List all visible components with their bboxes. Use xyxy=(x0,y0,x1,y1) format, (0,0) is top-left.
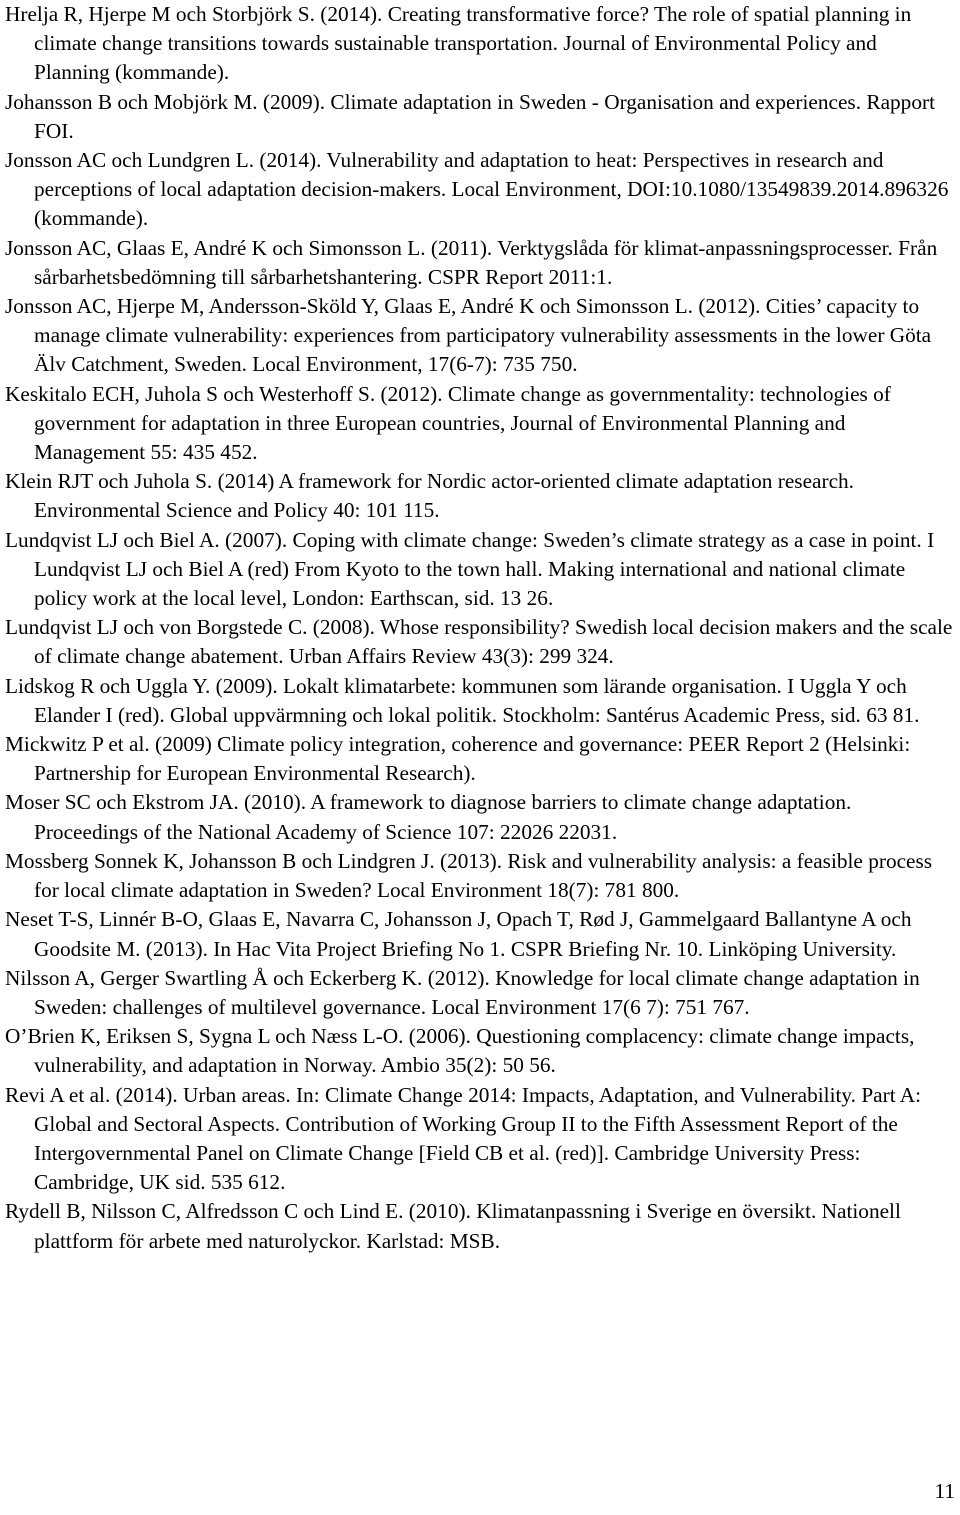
reference-lundqvist-borgstede-2008: Lundqvist LJ och von Borgstede C. (2008). Whose responsibility? Swedish local decision makers and the scale of climate change abatement. Urban Affairs Review 43(3): 299 324. xyxy=(5,615,953,669)
reference-nilsson-2012: Nilsson A, Gerger Swartling Å och Eckerberg K. (2012). Knowledge for local climate change adaptation in Sweden: challenges of multilevel governance. Local Environment 17(6 7): 751 767. xyxy=(5,965,920,1019)
reference-keskitalo-2012: Keskitalo ECH, Juhola S och Westerhoff S. (2012). Climate change as governmentality: technologies of government for adaptation in three European countries, Journal of Environmental Planning and Management 55: 435 452. xyxy=(5,381,891,465)
reference-revi-2014: Revi A et al. (2014). Urban areas. In: Climate Change 2014: Impacts, Adaptation, and Vulnerability. Part A: Global and Sectoral Aspects. Contribution of Working Group II to the Fifth Assessment Report of the Intergovernmental Panel on Climate Change [Field CB et al. (red)]. Cambridge University Press: Cambridge, UK sid. 535 612. xyxy=(5,1082,922,1195)
reference-jonsson-lundgren-2014: Jonsson AC och Lundgren L. (2014). Vulnerability and adaptation to heat: Perspectives in research and perceptions of local adaptation decision-makers. Local Environment, DOI:10.1080/13549839.2014.896326 (kommande). xyxy=(5,148,949,231)
reference-lundqvist-biel-2007: Lundqvist LJ och Biel A. (2007). Coping with climate change: Sweden’s climate strategy as a case in point. I Lundqvist LJ och Biel A (red) From Kyoto to the town hall. Making international and national climate policy work at the local level, London: Earthscan, sid. 13 26. xyxy=(5,527,935,611)
reference-mickwitz-2009: Mickwitz P et al. (2009) Climate policy integration, coherence and governance: PEER Report 2 (Helsinki: Partnership for European Environmental Research). xyxy=(5,732,911,786)
reference-hrelja-2014: Hrelja R, Hjerpe M och Storbjörk S. (2014). Creating transformative force? The role of spatial planning in climate change transitions towards sustainable transportation. Journal of Environmental Policy and Planning (kommande). xyxy=(5,2,912,85)
reference-lidskog-2009: Lidskog R och Uggla Y. (2009). Lokalt klimatarbete: kommunen som lärande organisation. I Uggla Y och Elander I (red). Global uppvärmning och lokal politik. Stockholm: Santérus Academic Press, sid. 63 81. xyxy=(5,673,920,727)
reference-rydell-2010: Rydell B, Nilsson C, Alfredsson C och Lind E. (2010). Klimatanpassning i Sverige en översikt. Nationell plattform för arbete med naturolyckor. Karlstad: MSB. xyxy=(5,1199,901,1253)
reference-moser-2010: Moser SC och Ekstrom JA. (2010). A framework to diagnose barriers to climate change adaptation. Proceedings of the National Academy of Science 107: 22026 22031. xyxy=(5,790,852,844)
reference-jonsson-2012: Jonsson AC, Hjerpe M, Andersson-Sköld Y, Glaas E, André K och Simonsson L. (2012). Cities’ capacity to manage climate vulnerability: experiences from participatory vulnerability assessments in the lower Göta Älv Catchment, Sweden. Local Environment, 17(6-7): 735 750. xyxy=(5,294,932,377)
reference-jonsson-2011: Jonsson AC, Glaas E, André K och Simonsson L. (2011). Verktygslåda för klimat-anpassningsprocesser. Från sårbarhetsbedömning till sårbarhetshantering. CSPR Report 2011:1. xyxy=(5,235,938,289)
reference-mossberg-2013: Mossberg Sonnek K, Johansson B och Lindgren J. (2013). Risk and vulnerability analysis: a feasible process for local climate adaptation in Sweden? Local Environment 18(7): 781 800. xyxy=(5,848,933,903)
reference-neset-2013: Neset T-S, Linnér B-O, Glaas E, Navarra C, Johansson J, Opach T, Rød J, Gammelgaard Ballantyne A och Goodsite M. (2013). In Hac Vita Project Briefing No 1. CSPR Briefing Nr. 10. Linköping University. xyxy=(5,907,912,961)
reference-johansson-2009: Johansson B och Mobjörk M. (2009). Climate adaptation in Sweden - Organisation and experiences. Rapport FOI. xyxy=(5,89,935,143)
reference-klein-2014: Klein RJT och Juhola S. (2014) A framework for Nordic actor-oriented climate adaptation research. Environmental Science and Policy 40: 101 115. xyxy=(5,469,855,523)
reference-list xyxy=(5,0,957,1256)
page-number: 11 xyxy=(934,1479,955,1503)
reference-obrien-2006: O’Brien K, Eriksen S, Sygna L och Næss L-O. (2006). Questioning complacency: climate change impacts, vulnerability, and adaptation in Norway. Ambio 35(2): 50 56. xyxy=(5,1024,915,1078)
